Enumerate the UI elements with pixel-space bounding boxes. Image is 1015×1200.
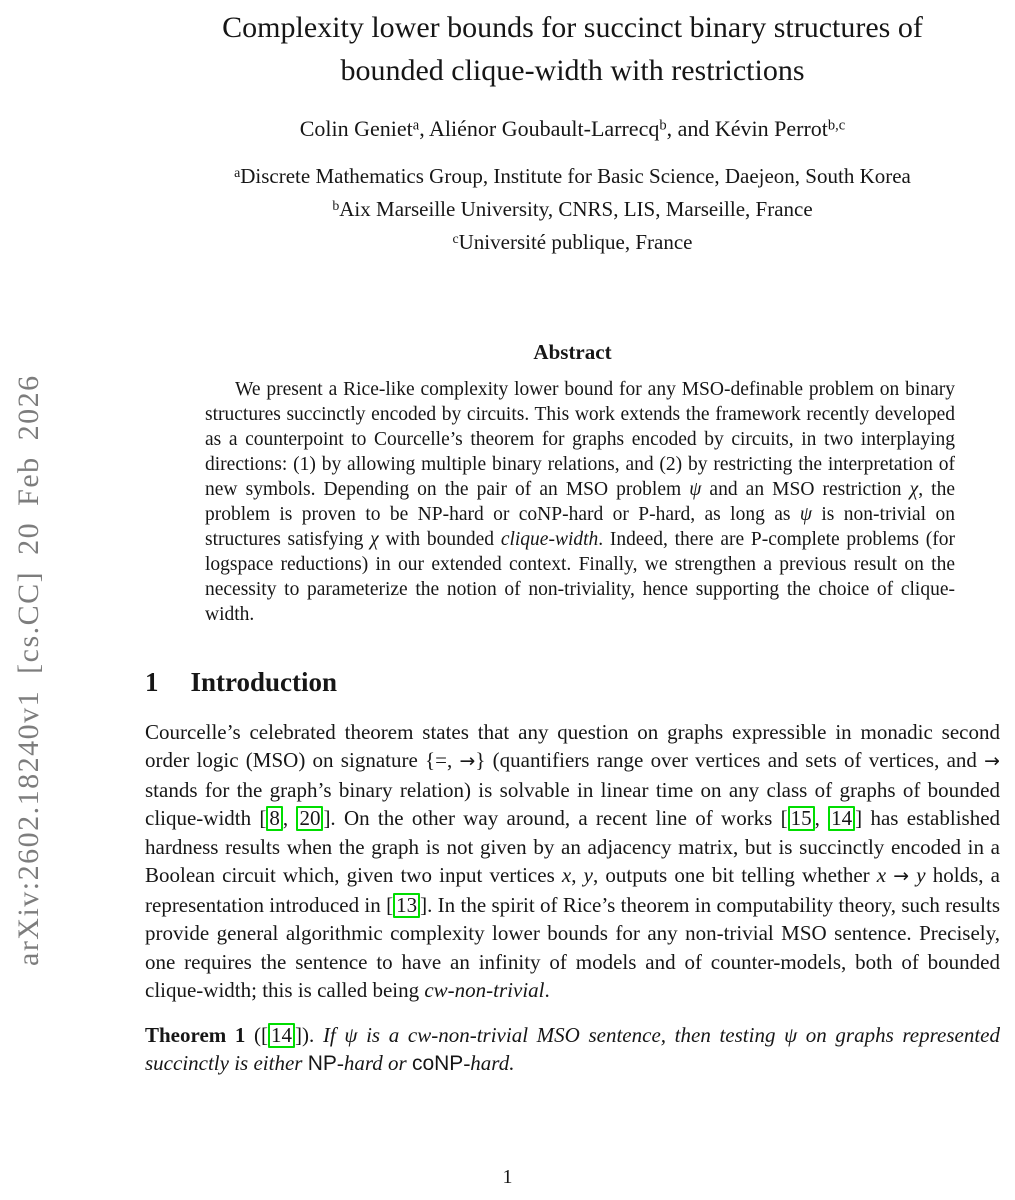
citation-link-14[interactable]: 14 [828,806,855,831]
theorem-1: Theorem 1 ([ 14 ]). If ψ is a cw-non-trivial MSO sentence, then testing ψ on graphs represented succinctly is either NP-hard or coNP-hard. [145,1022,1000,1076]
abstract-text: We present a Rice-like complexity lower bound for any MSO-definable problem on binary structures succinctly encoded by circuits. This work extends the framework recently developed as a counterpoint to Courcelle’s theorem for graphs encoded by circuits, in two interplaying directions: (1) by allowing multiple binary relations, and (2) by restricting the interpretation of new symbols. Depending on the pair of an MSO problem ψ and an MSO restriction χ, the problem is proven to be NP-hard or coNP-hard or P-hard, as long as ψ is non-trivial on structures satisfying χ with bounded clique-width. Indeed, there are P-complete problems (for logspace reductions) in our extended context. Finally, we strengthen a previous result on the necessity to parameterize the notion of non-triviality, hence supporting the choice of clique-width. [205,378,955,625]
affiliation-a: $^a$Discrete Mathematics Group, Institute for Basic Science, Daejeon, South Korea [234,164,911,189]
arxiv-stamp-text: arXiv:2602.18240v1 [cs.CC] 20 Feb 2026 [12,374,45,966]
paper-title [145,0,1000,92]
page-number: 1 [502,1166,513,1188]
section-number: 1 [145,666,159,697]
section-title: Introduction [190,666,338,697]
paper-title-line1: Complexity lower bounds for succinct binary structures of [222,11,923,44]
citation-link-20[interactable]: 20 [296,806,323,831]
section-heading-introduction [145,667,1000,698]
abstract-heading: Abstract [533,339,612,364]
paper-page [145,0,1000,1079]
citation-link-8[interactable]: 8 [266,806,283,831]
citation-link-14-theorem[interactable]: 14 [268,1023,295,1048]
arxiv-stamp [12,374,46,966]
affiliation-c: $^c$Université publique, France [452,230,693,255]
intro-paragraph: Courcelle’s celebrated theorem states that any question on graphs expressible in monadic second order logic (MSO) on signature {=, →} (quantifiers range over vertices and sets of vertices, and → stands for the graph’s binary relation) is solvable in linear time on any class of graphs of bounded clique-width [ 8 , 20 ]. On the other way around, a recent line of works [ 15 , 14 ] has established hardness results when the graph is not given by an adjacency matrix, but is succinctly encoded in a Boolean circuit which, given two input vertices x, y, outputs one bit telling whether x → y holds, a representation introduced in [ 13 ]. In the spirit of Rice’s theorem in computability theory, such results provide general algorithmic complexity lower bounds for any non-trivial MSO sentence. Precisely, one requires the sentence to have an infinity of models and of counter-models, both of bounded clique-width; this is called being cw-non-trivial. [145,719,1001,1003]
citation-link-15[interactable]: 15 [788,806,815,831]
affiliation-b: $^b$Aix Marseille University, CNRS, LIS, Marseille, France [332,197,813,222]
author-line: Colin Geniet$^a$, Aliénor Goubault-Larrecq$^b$, and Kévin Perrot$^{b,c}$ [299,116,846,141]
paper-title-line2: bounded clique-width with restrictions [340,54,805,87]
affiliations [145,158,1000,258]
citation-link-13[interactable]: 13 [393,893,420,918]
